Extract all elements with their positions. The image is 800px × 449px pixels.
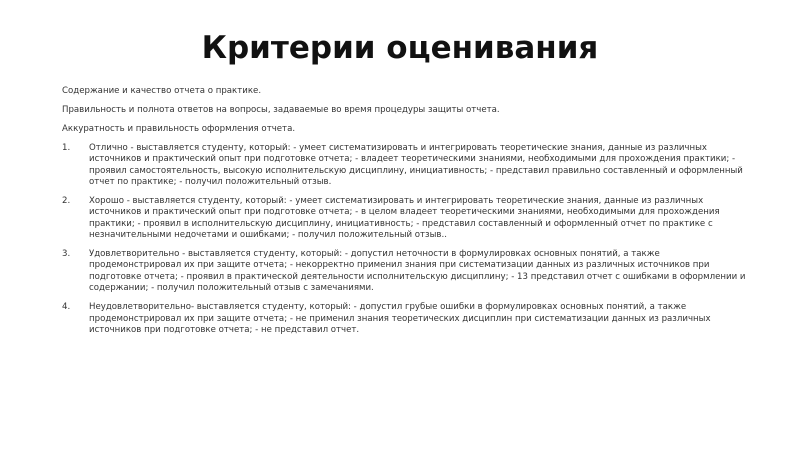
criteria-item-number: 2. (62, 195, 71, 206)
paragraph-content-quality: Содержание и качество отчета о практике. (62, 86, 262, 96)
criteria-item-text: Удовлетворительно - выставляется студенту, который: - допустил неточности в формулировках основных понятий, а также продемонстрировал их при защите отчета; - некорректно применил знания при систематизации данных из различных источников при подготовке отчета; - проявил в практической деятельности исполнительскую дисциплину; - 13 представил отчет с ошибками в оформлении и содержании; - получил положительный отзыв с замечаниями. (89, 248, 746, 294)
criteria-item-number: 4. (62, 302, 71, 313)
criteria-item-satisfactory (62, 249, 752, 295)
paragraph-formatting-accuracy: Аккуратность и правильность оформления отчета. (62, 123, 296, 134)
criteria-list (62, 143, 752, 337)
criteria-item-number: 1. (62, 142, 71, 153)
criteria-item-unsatisfactory (62, 302, 752, 336)
slide-title: Критерии оценивания (201, 30, 599, 66)
paragraph-answers-correctness: Правильность и полнота ответов на вопросы, задаваемые во время процедуры защиты отчета. (62, 104, 500, 115)
criteria-item-number: 3. (62, 248, 71, 259)
criteria-item-text: Неудовлетворительно- выставляется студенту, который: - допустил грубые ошибки в формулировках основных понятий, а также продемонстрировал их при защите отчета; - не применил знания теоретических дисциплин при систематизации данных из различных источников при подготовке отчета; - не представил отчет. (89, 302, 711, 335)
criteria-item-text: Отлично - выставляется студенту, который: - умеет систематизировать и интегрировать теоретические знания, данные из различных источников и практический опыт при подготовке отчета; - владеет теоретическими знаниями, необходимыми для прохождения практики; - проявил самостоятельность, высокую исполнительскую дисциплину, инициативность; - представил правильно составленный и оформленный отчет по практике; - получил положительный отзыв. (89, 142, 743, 187)
criteria-item-excellent (62, 143, 752, 189)
criteria-item-text: Хорошо - выставляется студенту, который: - умеет систематизировать и интегрировать теоретические знания, данные из различных источников и практический опыт при подготовке отчета; - в целом владеет теоретическими знаниями, необходимыми для прохождения практики; - проявил в исполнительскую дисциплину, инициативность; - представил составленный и оформленный отчет по практике с незначительными недочетами и ошибками; - получил положительный отзыв.. (89, 195, 720, 241)
slide-body (62, 86, 752, 344)
criteria-item-good (62, 196, 752, 242)
